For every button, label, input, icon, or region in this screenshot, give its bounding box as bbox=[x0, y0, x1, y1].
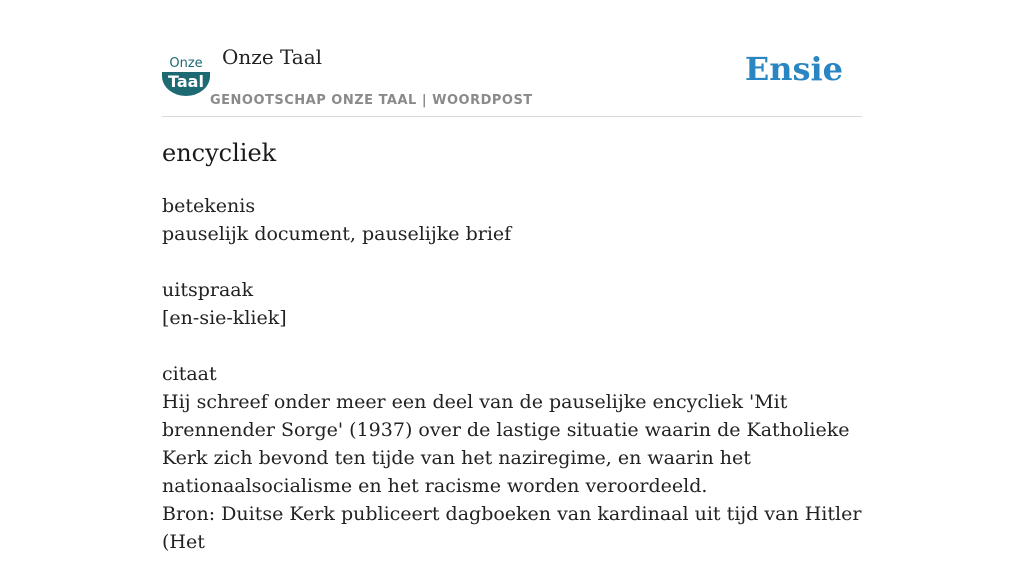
org-name[interactable]: Onze Taal bbox=[222, 45, 323, 69]
entry-title: encycliek bbox=[162, 139, 277, 167]
quote-block bbox=[162, 360, 862, 556]
page bbox=[162, 0, 862, 553]
ensie-logo[interactable]: Ensie bbox=[744, 50, 843, 88]
org-subtitle: GENOOTSCHAP ONZE TAAL | WOORDPOST bbox=[210, 93, 533, 108]
logo-top-text: Onze bbox=[169, 56, 203, 71]
pronunciation-block bbox=[162, 276, 862, 332]
meaning-value: pauselijk document, pauselijke brief bbox=[162, 223, 512, 245]
meaning-block bbox=[162, 192, 862, 248]
pronunciation-label: uitspraak bbox=[162, 279, 254, 301]
logo-bottom-text: Taal bbox=[168, 72, 204, 91]
quote-source: Bron: Duitse Kerk publiceert dagboeken van kardinaal uit tijd van Hitler (Het bbox=[162, 503, 862, 553]
meaning-label: betekenis bbox=[162, 195, 256, 217]
quote-value: Hij schreef onder meer een deel van de pauselijke encycliek 'Mit brennender Sorge' (1937) over de lastige situatie waarin de Katholieke Kerk zich bevond ten tijde van het naziregime, en waarin het nationaalsocialisme en het racisme worden veroordeeld. bbox=[162, 391, 850, 497]
header bbox=[162, 0, 862, 117]
entry-body bbox=[162, 192, 862, 584]
quote-label: citaat bbox=[162, 363, 217, 385]
onze-taal-logo[interactable] bbox=[162, 54, 210, 96]
pronunciation-value: [en-sie-kliek] bbox=[162, 307, 287, 329]
